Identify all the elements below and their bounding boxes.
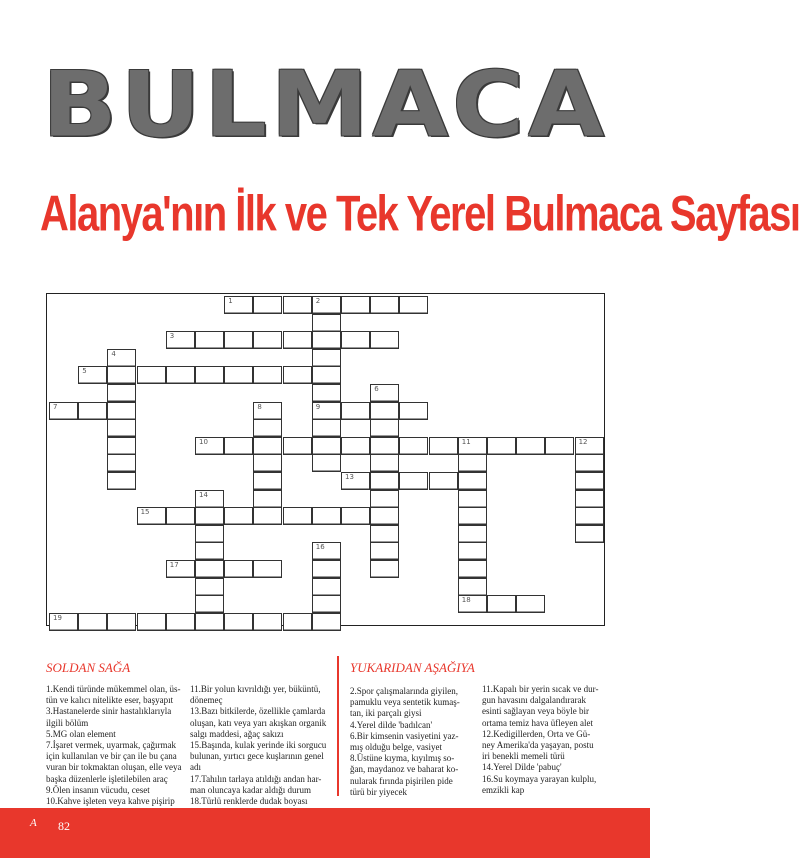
clue-number: 7 (53, 402, 58, 411)
crossword-cell[interactable] (107, 454, 136, 472)
crossword-cell[interactable] (575, 454, 604, 472)
crossword-cell[interactable] (253, 560, 282, 578)
clue-line: 5.MG olan element (46, 728, 116, 739)
clue-line: ney Amerika'da yaşayan, postu (482, 740, 594, 751)
crossword-cell[interactable] (253, 472, 282, 490)
crossword-cell[interactable] (399, 472, 428, 490)
crossword-cell[interactable] (399, 296, 428, 314)
crossword-cell[interactable] (370, 507, 399, 525)
crossword-cell[interactable] (312, 560, 341, 578)
crossword-cell[interactable] (312, 507, 341, 525)
crossword-cell[interactable] (137, 507, 166, 525)
crossword-cell[interactable] (312, 296, 341, 314)
across-clues-column-1 (46, 684, 184, 818)
crossword-cell[interactable] (78, 366, 107, 384)
crossword-cell[interactable] (458, 578, 487, 596)
crossword-cell[interactable] (195, 366, 224, 384)
clue-line: 14.Yerel Dilde 'pabuç' (482, 762, 562, 773)
clue-line: nularak fırında pişirilen pide (350, 775, 453, 786)
crossword-cell[interactable] (312, 331, 341, 349)
crossword-cell[interactable] (312, 578, 341, 596)
crossword-cell[interactable] (312, 349, 341, 367)
clue-line: dönemeç (190, 695, 223, 706)
crossword-cell[interactable] (166, 560, 195, 578)
crossword-cell[interactable] (195, 331, 224, 349)
crossword-cell[interactable] (312, 437, 341, 455)
clue-line: 11.Bir yolun kıvrıldığı yer, büküntü, (190, 684, 321, 694)
clue-line: için kullanılan ve bir çan ile bu çana (46, 751, 177, 762)
crossword-cell[interactable] (458, 437, 487, 455)
crossword-cell[interactable] (487, 595, 516, 613)
crossword-cell[interactable] (107, 366, 136, 384)
clue-line: 4.Yerel dilde 'badılcan' (350, 719, 433, 730)
clue-line: vuran bir tokmaktan oluşan, elle veya (46, 762, 182, 773)
footer-bar (0, 808, 650, 858)
crossword-cell[interactable] (283, 366, 312, 384)
clue-line: 6.Bir kimsenin vasiyetini yaz- (350, 730, 459, 741)
clue-number: 15 (140, 508, 150, 517)
crossword-cell[interactable] (341, 437, 370, 455)
page-title: BULMACA (42, 52, 608, 158)
crossword-cell[interactable] (370, 560, 399, 578)
crossword-cell[interactable] (195, 525, 224, 543)
crossword-cell[interactable] (137, 366, 166, 384)
down-heading: YUKARIDAN AŞAĞIYA (350, 660, 475, 675)
crossword-cell[interactable] (312, 384, 341, 402)
crossword-cell[interactable] (370, 384, 399, 402)
clue-line: salgı maddesi, ağaç sakızı (190, 728, 284, 739)
clue-line: oluşan, katı veya yarı akışkan organik (190, 717, 327, 728)
clue-number: 5 (82, 367, 87, 376)
clue-line: 9.Ölen insanın vücudu, ceset (46, 784, 150, 795)
clue-line: bulunan, yırtıcı gece kuşlarının genel adı (190, 751, 324, 773)
clue-number: 8 (257, 402, 262, 411)
clue-line: mış olduğu belge, vasiyet (350, 742, 442, 753)
crossword-cell[interactable] (253, 437, 282, 455)
clue-line: 15.Başında, kulak yerinde iki sorgucu (190, 740, 327, 751)
clue-number: 18 (461, 596, 471, 605)
crossword-cell[interactable] (253, 296, 282, 314)
crossword-cell[interactable] (370, 454, 399, 472)
clue-line: 17.Tahılın tarlaya atıldığı andan har- (190, 773, 322, 784)
clue-line: 2.Spor çalışmalarında giyilen, (350, 686, 458, 696)
crossword-cell[interactable] (195, 578, 224, 596)
crossword-cell[interactable] (78, 613, 107, 631)
crossword-cell[interactable] (312, 419, 341, 437)
crossword-cell[interactable] (253, 454, 282, 472)
crossword-cell[interactable] (312, 314, 341, 332)
clue-number: 13 (345, 473, 354, 481)
crossword-cell[interactable] (166, 366, 195, 384)
crossword-cell[interactable] (516, 595, 545, 613)
clue-line: ğan, maydanoz ve baharat ko- (350, 764, 459, 775)
page-subtitle: Alanya'nın İlk ve Tek Yerel Bulmaca Sayfası (40, 186, 800, 242)
clue-number: 6 (374, 385, 379, 393)
crossword-cell[interactable] (341, 296, 370, 314)
crossword-cell[interactable] (49, 402, 78, 420)
crossword-cell[interactable] (107, 472, 136, 490)
crossword-cell[interactable] (195, 595, 224, 613)
crossword-grid (46, 293, 605, 626)
crossword-cell[interactable] (429, 472, 458, 490)
crossword-cell[interactable] (195, 542, 224, 560)
crossword-cell[interactable] (545, 437, 574, 455)
crossword-cell[interactable] (195, 613, 224, 631)
crossword-cell[interactable] (224, 331, 253, 349)
clue-number: 3 (169, 332, 175, 341)
clue-line: 16.Su koymaya yarayan kulplu, (482, 773, 597, 784)
crossword-cell[interactable] (429, 437, 458, 455)
crossword-cell[interactable] (370, 296, 399, 314)
crossword-cell[interactable] (195, 490, 224, 508)
clue-line: 7.İşaret vermek, uyarmak, çağırmak (46, 740, 176, 751)
crossword-cell[interactable] (312, 366, 341, 384)
crossword-cell[interactable] (195, 560, 224, 578)
clue-line: başka düzenlerle işletilebilen araç (46, 773, 168, 784)
crossword-cell[interactable] (458, 560, 487, 578)
clue-line: türü bir yiyecek (350, 786, 407, 797)
column-divider (337, 656, 339, 796)
crossword-cell[interactable] (370, 542, 399, 560)
crossword-cell[interactable] (575, 490, 604, 508)
clue-line: 13.Bazı bitkilerde, özellikle çamlarda (190, 706, 326, 717)
clue-line: 10.Kahve işleten veya kahve pişirip (46, 796, 175, 807)
clue-line: 3.Hastanelerde sinir hastalıklarıyla (46, 706, 172, 717)
clue-line: tan, iki parçalı giysi (350, 708, 422, 719)
crossword-cell[interactable] (575, 507, 604, 525)
clue-line: pamuklu veya sentetik kumaş- (350, 697, 460, 708)
clue-line: iri benekli memeli türü (482, 751, 565, 762)
crossword-cell[interactable] (312, 595, 341, 613)
crossword-cell[interactable] (487, 437, 516, 455)
crossword-cell[interactable] (166, 613, 195, 631)
clue-number: 16 (315, 543, 325, 552)
clue-line: ilgili bölüm (46, 717, 89, 728)
crossword-cell[interactable] (370, 472, 399, 490)
crossword-cell[interactable] (283, 613, 312, 631)
clue-line: tün ve kalıcı nitelikte eser, başyapıt (46, 695, 174, 706)
clue-line: 1.Kendi türünde mükemmel olan, üs- (46, 684, 181, 694)
crossword-cell[interactable] (399, 437, 428, 455)
clue-line: 8.Üstüne kıyma, kıyılmış so- (350, 753, 455, 764)
crossword-cell[interactable] (49, 613, 78, 631)
clue-number: 10 (199, 437, 208, 446)
clue-line: 12.Kedigillerden, Orta ve Gü- (482, 728, 591, 739)
crossword-cell[interactable] (312, 542, 341, 560)
clue-line: esinti sağlayan veya böyle bir (482, 706, 589, 717)
crossword-cell[interactable] (341, 402, 370, 420)
crossword-cell[interactable] (195, 437, 224, 455)
crossword-cell[interactable] (107, 402, 136, 420)
crossword-cell[interactable] (253, 507, 282, 525)
crossword-cell[interactable] (253, 366, 282, 384)
crossword-cell[interactable] (107, 384, 136, 402)
crossword-cell[interactable] (224, 560, 253, 578)
down-clues-column-2 (482, 684, 612, 796)
crossword-cell[interactable] (253, 613, 282, 631)
crossword-cell[interactable] (166, 507, 195, 525)
crossword-cell[interactable] (283, 437, 312, 455)
crossword-cell[interactable] (458, 490, 487, 508)
clue-number: 12 (578, 437, 588, 446)
crossword-cell[interactable] (78, 402, 107, 420)
crossword-cell[interactable] (107, 437, 136, 455)
clue-line: 11.Kapalı bir yerin sıcak ve dur- (482, 684, 599, 694)
crossword-cell[interactable] (137, 613, 166, 631)
crossword-cell[interactable] (224, 296, 253, 314)
crossword-cell[interactable] (107, 613, 136, 631)
crossword-cell[interactable] (370, 525, 399, 543)
clue-line: gun havasını dalgalandırarak (482, 695, 586, 706)
crossword-cell[interactable] (166, 331, 195, 349)
crossword-cell[interactable] (370, 331, 399, 349)
crossword-cell[interactable] (458, 525, 487, 543)
clue-number: 1 (228, 297, 233, 305)
crossword-cell[interactable] (458, 472, 487, 490)
brand-logo: A (30, 817, 37, 829)
crossword-cell[interactable] (370, 490, 399, 508)
crossword-cell[interactable] (370, 437, 399, 455)
crossword-cell[interactable] (253, 331, 282, 349)
page-number: 82 (58, 819, 70, 833)
crossword-cell[interactable] (253, 419, 282, 437)
crossword-cell[interactable] (253, 490, 282, 508)
crossword-cell[interactable] (224, 437, 253, 455)
clue-number: 11 (461, 437, 471, 446)
crossword-cell[interactable] (575, 525, 604, 543)
crossword-cell[interactable] (341, 472, 370, 490)
crossword-cell[interactable] (195, 507, 224, 525)
crossword-cell[interactable] (283, 507, 312, 525)
crossword-cell[interactable] (575, 472, 604, 490)
clue-number: 17 (169, 561, 179, 569)
clue-line: 18.Türlü renklerde dudak boyası (190, 796, 308, 807)
crossword-cell[interactable] (283, 296, 312, 314)
crossword-cell[interactable] (341, 331, 370, 349)
crossword-cell[interactable] (224, 613, 253, 631)
crossword-cell[interactable] (399, 402, 428, 420)
crossword-cell[interactable] (370, 419, 399, 437)
crossword-cell[interactable] (458, 542, 487, 560)
clue-number: 2 (315, 297, 321, 305)
crossword-cell[interactable] (370, 402, 399, 420)
clue-number: 19 (53, 613, 62, 622)
crossword-cell[interactable] (224, 366, 253, 384)
across-heading: SOLDAN SAĞA (46, 660, 131, 675)
crossword-cell[interactable] (458, 507, 487, 525)
clue-number: 4 (111, 349, 116, 358)
crossword-cell[interactable] (107, 349, 136, 367)
crossword-cell[interactable] (341, 507, 370, 525)
crossword-cell[interactable] (283, 331, 312, 349)
clue-line: man oluncaya kadar aldığı durum (190, 784, 311, 795)
down-clues-column-1 (350, 686, 472, 798)
crossword-cell[interactable] (107, 419, 136, 437)
clue-line: ortama temiz hava üfleyen alet (482, 717, 593, 728)
crossword-cell[interactable] (253, 402, 282, 420)
crossword-cell[interactable] (516, 437, 545, 455)
crossword-cell[interactable] (224, 507, 253, 525)
clue-number: 9 (315, 402, 321, 411)
crossword-cell[interactable] (575, 437, 604, 455)
clue-line: emzikli kap (482, 784, 525, 795)
crossword-cell[interactable] (312, 454, 341, 472)
crossword-cell[interactable] (312, 402, 341, 420)
clue-number: 14 (199, 490, 208, 499)
crossword-cell[interactable] (312, 613, 341, 631)
crossword-cell[interactable] (458, 454, 487, 472)
crossword-cell[interactable] (458, 595, 487, 613)
